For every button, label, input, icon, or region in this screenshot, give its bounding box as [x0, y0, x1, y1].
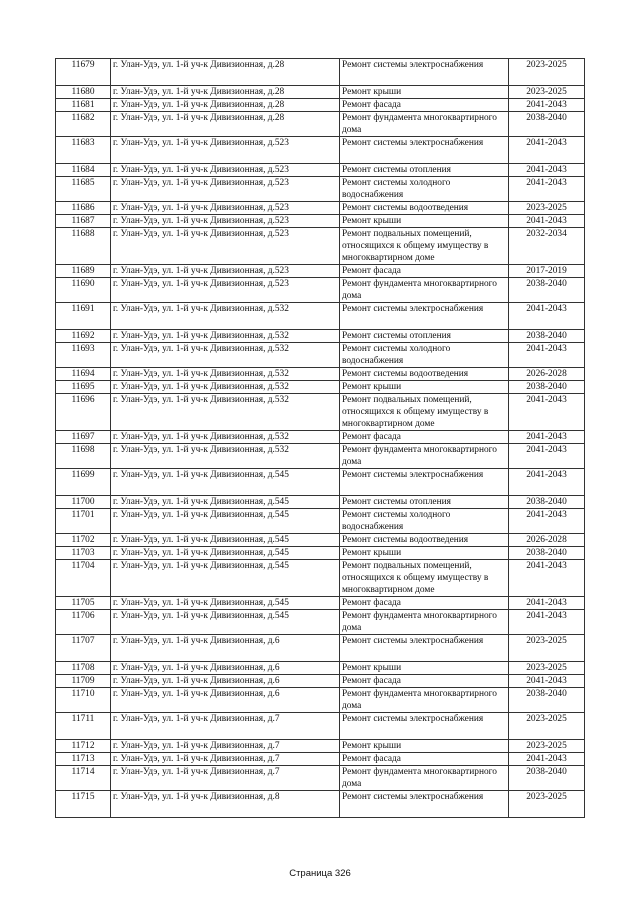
work-type-cell: Ремонт системы отопления	[340, 164, 509, 177]
page-number: Страница 326	[289, 868, 351, 879]
row-id-cell: 11697	[56, 431, 111, 444]
row-id-cell: 11695	[56, 381, 111, 394]
row-id-cell: 11712	[56, 740, 111, 753]
work-type-cell: Ремонт системы электроснабжения	[340, 59, 509, 86]
work-type-cell: Ремонт крыши	[340, 740, 509, 753]
period-cell: 2041-2043	[509, 560, 585, 597]
address-cell: г. Улан-Удэ, ул. 1-й уч-к Дивизионная, д.28	[111, 86, 340, 99]
period-cell: 2023-2025	[509, 86, 585, 99]
period-cell: 2041-2043	[509, 177, 585, 202]
address-cell: г. Улан-Удэ, ул. 1-й уч-к Дивизионная, д.523	[111, 228, 340, 265]
period-cell: 2038-2040	[509, 112, 585, 137]
work-type-cell: Ремонт фундамента многоквартирного дома	[340, 688, 509, 713]
period-cell: 2017-2019	[509, 265, 585, 278]
address-cell: г. Улан-Удэ, ул. 1-й уч-к Дивизионная, д.532	[111, 303, 340, 330]
work-type-cell: Ремонт системы отопления	[340, 496, 509, 509]
table-row	[56, 303, 585, 330]
work-type-cell: Ремонт системы холодного водоснабжения	[340, 509, 509, 534]
address-cell: г. Улан-Удэ, ул. 1-й уч-к Дивизионная, д.8	[111, 791, 340, 818]
table-row	[56, 394, 585, 431]
work-type-cell: Ремонт фундамента многоквартирного дома	[340, 444, 509, 469]
work-type-cell: Ремонт системы электроснабжения	[340, 137, 509, 164]
period-cell: 2041-2043	[509, 469, 585, 496]
work-type-cell: Ремонт системы водоотведения	[340, 202, 509, 215]
address-cell: г. Улан-Удэ, ул. 1-й уч-к Дивизионная, д.28	[111, 112, 340, 137]
table-row	[56, 177, 585, 202]
address-cell: г. Улан-Удэ, ул. 1-й уч-к Дивизионная, д.7	[111, 713, 340, 740]
address-cell: г. Улан-Удэ, ул. 1-й уч-к Дивизионная, д.6	[111, 635, 340, 662]
address-cell: г. Улан-Удэ, ул. 1-й уч-к Дивизионная, д.7	[111, 753, 340, 766]
work-type-cell: Ремонт фасада	[340, 675, 509, 688]
address-cell: г. Улан-Удэ, ул. 1-й уч-к Дивизионная, д.532	[111, 368, 340, 381]
row-id-cell: 11713	[56, 753, 111, 766]
row-id-cell: 11682	[56, 112, 111, 137]
table-row	[56, 713, 585, 740]
row-id-cell: 11691	[56, 303, 111, 330]
work-type-cell: Ремонт крыши	[340, 381, 509, 394]
table-row	[56, 164, 585, 177]
address-cell: г. Улан-Удэ, ул. 1-й уч-к Дивизионная, д.6	[111, 688, 340, 713]
row-id-cell: 11700	[56, 496, 111, 509]
period-cell: 2026-2028	[509, 534, 585, 547]
period-cell: 2041-2043	[509, 597, 585, 610]
address-cell: г. Улан-Удэ, ул. 1-й уч-к Дивизионная, д.7	[111, 740, 340, 753]
work-type-cell: Ремонт системы электроснабжения	[340, 469, 509, 496]
work-type-cell: Ремонт подвальных помещений, относящихся к общему имуществу в многоквартирном доме	[340, 394, 509, 431]
address-cell: г. Улан-Удэ, ул. 1-й уч-к Дивизионная, д.523	[111, 164, 340, 177]
table-row	[56, 431, 585, 444]
table-row	[56, 368, 585, 381]
work-type-cell: Ремонт системы электроснабжения	[340, 713, 509, 740]
period-cell: 2026-2028	[509, 368, 585, 381]
row-id-cell: 11690	[56, 278, 111, 303]
table-row	[56, 753, 585, 766]
period-cell: 2041-2043	[509, 164, 585, 177]
table-row	[56, 228, 585, 265]
period-cell: 2023-2025	[509, 59, 585, 86]
row-id-cell: 11696	[56, 394, 111, 431]
period-cell: 2038-2040	[509, 330, 585, 343]
period-cell: 2023-2025	[509, 202, 585, 215]
address-cell: г. Улан-Удэ, ул. 1-й уч-к Дивизионная, д.532	[111, 394, 340, 431]
table-row	[56, 560, 585, 597]
period-cell: 2041-2043	[509, 99, 585, 112]
period-cell: 2041-2043	[509, 753, 585, 766]
table-row	[56, 496, 585, 509]
address-cell: г. Улан-Удэ, ул. 1-й уч-к Дивизионная, д.545	[111, 509, 340, 534]
row-id-cell: 11715	[56, 791, 111, 818]
period-cell: 2023-2025	[509, 740, 585, 753]
table-row	[56, 547, 585, 560]
table-row	[56, 766, 585, 791]
address-cell: г. Улан-Удэ, ул. 1-й уч-к Дивизионная, д.545	[111, 469, 340, 496]
address-cell: г. Улан-Удэ, ул. 1-й уч-к Дивизионная, д.545	[111, 560, 340, 597]
work-type-cell: Ремонт системы холодного водоснабжения	[340, 177, 509, 202]
table-row	[56, 469, 585, 496]
period-cell: 2041-2043	[509, 303, 585, 330]
period-cell: 2041-2043	[509, 509, 585, 534]
work-type-cell: Ремонт системы электроснабжения	[340, 303, 509, 330]
work-type-cell: Ремонт фасада	[340, 753, 509, 766]
period-cell: 2041-2043	[509, 610, 585, 635]
table-row	[56, 597, 585, 610]
work-type-cell: Ремонт фасада	[340, 99, 509, 112]
repair-schedule-table	[55, 58, 585, 818]
work-type-cell: Ремонт фасада	[340, 597, 509, 610]
row-id-cell: 11699	[56, 469, 111, 496]
row-id-cell: 11706	[56, 610, 111, 635]
table-row	[56, 381, 585, 394]
work-type-cell: Ремонт крыши	[340, 547, 509, 560]
table-row	[56, 278, 585, 303]
work-type-cell: Ремонт подвальных помещений, относящихся к общему имуществу в многоквартирном доме	[340, 228, 509, 265]
period-cell: 2038-2040	[509, 278, 585, 303]
work-type-cell: Ремонт системы электроснабжения	[340, 635, 509, 662]
period-cell: 2041-2043	[509, 431, 585, 444]
work-type-cell: Ремонт фундамента многоквартирного дома	[340, 610, 509, 635]
table-row	[56, 791, 585, 818]
table-row	[56, 59, 585, 86]
table-row	[56, 509, 585, 534]
address-cell: г. Улан-Удэ, ул. 1-й уч-к Дивизионная, д.532	[111, 381, 340, 394]
work-type-cell: Ремонт системы холодного водоснабжения	[340, 343, 509, 368]
row-id-cell: 11693	[56, 343, 111, 368]
address-cell: г. Улан-Удэ, ул. 1-й уч-к Дивизионная, д.28	[111, 99, 340, 112]
table-row	[56, 330, 585, 343]
period-cell: 2038-2040	[509, 381, 585, 394]
work-type-cell: Ремонт фундамента многоквартирного дома	[340, 112, 509, 137]
table-row	[56, 112, 585, 137]
address-cell: г. Улан-Удэ, ул. 1-й уч-к Дивизионная, д.6	[111, 675, 340, 688]
address-cell: г. Улан-Удэ, ул. 1-й уч-к Дивизионная, д.523	[111, 137, 340, 164]
period-cell: 2038-2040	[509, 688, 585, 713]
work-type-cell: Ремонт системы водоотведения	[340, 534, 509, 547]
work-type-cell: Ремонт крыши	[340, 215, 509, 228]
row-id-cell: 11711	[56, 713, 111, 740]
row-id-cell: 11686	[56, 202, 111, 215]
work-type-cell: Ремонт крыши	[340, 86, 509, 99]
period-cell: 2032-2034	[509, 228, 585, 265]
address-cell: г. Улан-Удэ, ул. 1-й уч-к Дивизионная, д.523	[111, 177, 340, 202]
address-cell: г. Улан-Удэ, ул. 1-й уч-к Дивизионная, д.532	[111, 431, 340, 444]
period-cell: 2041-2043	[509, 137, 585, 164]
row-id-cell: 11702	[56, 534, 111, 547]
period-cell: 2023-2025	[509, 713, 585, 740]
table-row	[56, 444, 585, 469]
table-body	[56, 59, 585, 818]
address-cell: г. Улан-Удэ, ул. 1-й уч-к Дивизионная, д.532	[111, 330, 340, 343]
table-row	[56, 86, 585, 99]
table-row	[56, 99, 585, 112]
row-id-cell: 11680	[56, 86, 111, 99]
work-type-cell: Ремонт системы водоотведения	[340, 368, 509, 381]
row-id-cell: 11709	[56, 675, 111, 688]
period-cell: 2038-2040	[509, 496, 585, 509]
row-id-cell: 11688	[56, 228, 111, 265]
period-cell: 2041-2043	[509, 394, 585, 431]
period-cell: 2023-2025	[509, 662, 585, 675]
table-row	[56, 215, 585, 228]
work-type-cell: Ремонт фундамента многоквартирного дома	[340, 278, 509, 303]
table-row	[56, 534, 585, 547]
row-id-cell: 11708	[56, 662, 111, 675]
table-row	[56, 662, 585, 675]
work-type-cell: Ремонт системы электроснабжения	[340, 791, 509, 818]
work-type-cell: Ремонт подвальных помещений, относящихся к общему имуществу в многоквартирном доме	[340, 560, 509, 597]
period-cell: 2041-2043	[509, 675, 585, 688]
work-type-cell: Ремонт фундамента многоквартирного дома	[340, 766, 509, 791]
table-row	[56, 675, 585, 688]
period-cell: 2038-2040	[509, 547, 585, 560]
work-type-cell: Ремонт крыши	[340, 662, 509, 675]
address-cell: г. Улан-Удэ, ул. 1-й уч-к Дивизионная, д.523	[111, 202, 340, 215]
address-cell: г. Улан-Удэ, ул. 1-й уч-к Дивизионная, д.7	[111, 766, 340, 791]
address-cell: г. Улан-Удэ, ул. 1-й уч-к Дивизионная, д.545	[111, 547, 340, 560]
period-cell: 2041-2043	[509, 215, 585, 228]
period-cell: 2023-2025	[509, 635, 585, 662]
row-id-cell: 11679	[56, 59, 111, 86]
address-cell: г. Улан-Удэ, ул. 1-й уч-к Дивизионная, д.523	[111, 278, 340, 303]
work-type-cell: Ремонт фасада	[340, 431, 509, 444]
address-cell: г. Улан-Удэ, ул. 1-й уч-к Дивизионная, д.523	[111, 215, 340, 228]
row-id-cell: 11714	[56, 766, 111, 791]
address-cell: г. Улан-Удэ, ул. 1-й уч-к Дивизионная, д.532	[111, 444, 340, 469]
work-type-cell: Ремонт фасада	[340, 265, 509, 278]
table-row	[56, 343, 585, 368]
address-cell: г. Улан-Удэ, ул. 1-й уч-к Дивизионная, д.545	[111, 534, 340, 547]
row-id-cell: 11685	[56, 177, 111, 202]
row-id-cell: 11703	[56, 547, 111, 560]
table-row	[56, 610, 585, 635]
row-id-cell: 11707	[56, 635, 111, 662]
table-row	[56, 265, 585, 278]
row-id-cell: 11692	[56, 330, 111, 343]
table-row	[56, 688, 585, 713]
row-id-cell: 11698	[56, 444, 111, 469]
row-id-cell: 11694	[56, 368, 111, 381]
address-cell: г. Улан-Удэ, ул. 1-й уч-к Дивизионная, д.545	[111, 496, 340, 509]
row-id-cell: 11681	[56, 99, 111, 112]
table-row	[56, 740, 585, 753]
table-row	[56, 137, 585, 164]
address-cell: г. Улан-Удэ, ул. 1-й уч-к Дивизионная, д.523	[111, 265, 340, 278]
row-id-cell: 11701	[56, 509, 111, 534]
row-id-cell: 11710	[56, 688, 111, 713]
row-id-cell: 11684	[56, 164, 111, 177]
address-cell: г. Улан-Удэ, ул. 1-й уч-к Дивизионная, д.545	[111, 610, 340, 635]
period-cell: 2041-2043	[509, 444, 585, 469]
row-id-cell: 11705	[56, 597, 111, 610]
address-cell: г. Улан-Удэ, ул. 1-й уч-к Дивизионная, д.6	[111, 662, 340, 675]
row-id-cell: 11689	[56, 265, 111, 278]
row-id-cell: 11704	[56, 560, 111, 597]
address-cell: г. Улан-Удэ, ул. 1-й уч-к Дивизионная, д.545	[111, 597, 340, 610]
period-cell: 2041-2043	[509, 343, 585, 368]
row-id-cell: 11683	[56, 137, 111, 164]
period-cell: 2038-2040	[509, 766, 585, 791]
work-type-cell: Ремонт системы отопления	[340, 330, 509, 343]
table-row	[56, 202, 585, 215]
address-cell: г. Улан-Удэ, ул. 1-й уч-к Дивизионная, д.28	[111, 59, 340, 86]
row-id-cell: 11687	[56, 215, 111, 228]
period-cell: 2023-2025	[509, 791, 585, 818]
table-row	[56, 635, 585, 662]
address-cell: г. Улан-Удэ, ул. 1-й уч-к Дивизионная, д.532	[111, 343, 340, 368]
